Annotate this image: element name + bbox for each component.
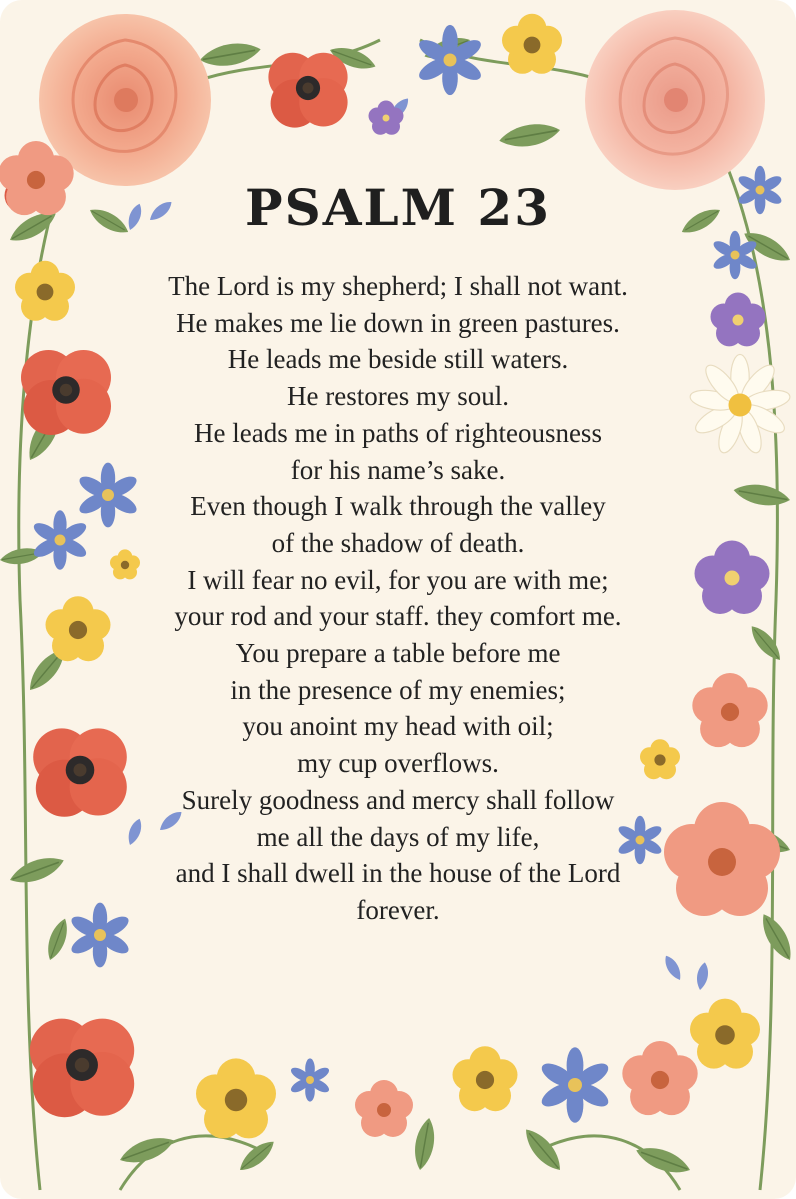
verse-line: The Lord is my shepherd; I shall not want.: [168, 271, 628, 301]
verse-line: of the shadow of death.: [271, 527, 525, 558]
verse-line: Even though I walk through the valley: [190, 491, 606, 522]
verse-line: and I shall dwell in the house of the Lord: [175, 858, 621, 889]
page-title: PSALM 23: [245, 178, 551, 237]
verse-line: you anoint my head with oil;: [242, 711, 554, 742]
psalm-text: [0, 268, 796, 929]
verse-line: He leads me in paths of righteousness: [194, 417, 602, 448]
verse-line: for his name’s sake.: [290, 454, 506, 485]
verse-line: You prepare a table before me: [235, 638, 561, 669]
verse-line: me all the days of my life,: [256, 821, 540, 852]
verse-line: my cup overflows.: [297, 748, 499, 779]
verse-line: He restores my soul.: [287, 381, 509, 412]
verse-line: forever.: [356, 894, 440, 925]
verse-line: Surely goodness and mercy shall follow: [181, 784, 615, 815]
verse-line: I will fear no evil, for you are with me;: [187, 564, 609, 595]
verse-line: He leads me beside still waters.: [227, 344, 569, 375]
verse-line: in the presence of my enemies;: [230, 674, 566, 705]
rose-icon: [585, 10, 765, 190]
verse-line: your rod and your staff. they comfort me.: [174, 601, 622, 632]
verse-line: He makes me lie down in green pastures.: [176, 307, 620, 338]
